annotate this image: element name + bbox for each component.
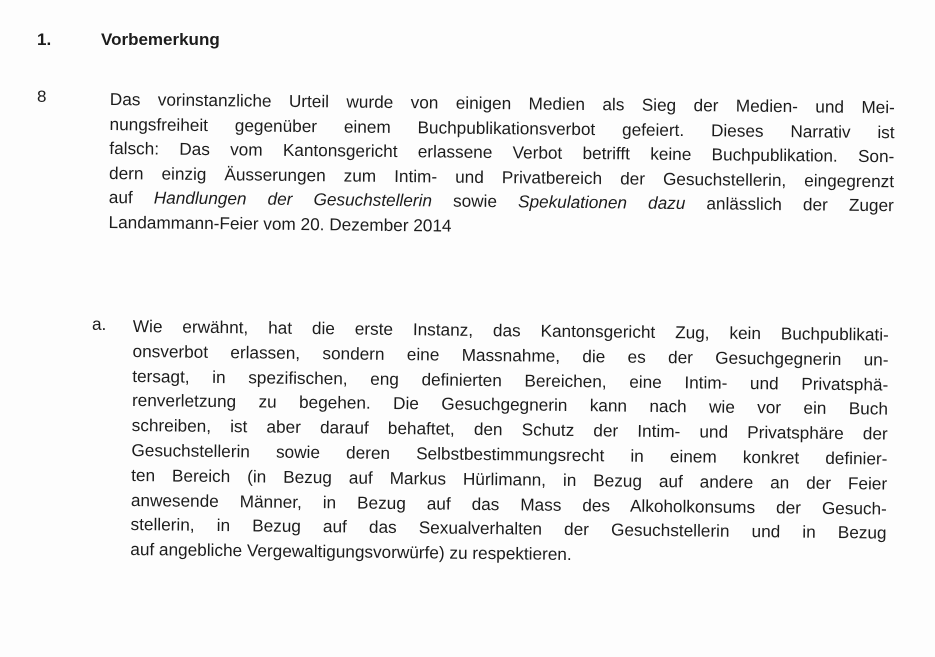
paragraph-line: falsch: Das vom Kantonsgericht erlassene Verbot betrifft keine Buchpublikation. Son- bbox=[109, 138, 895, 167]
list-line: anwesende Männer, in Bezug auf das Mass des Alkoholkonsums der Gesuch- bbox=[130, 489, 887, 519]
list-line: Gesuchstellerin sowie deren Selbstbestimmungsrecht in einem konkret definier- bbox=[131, 439, 888, 469]
paragraph-body bbox=[108, 87, 895, 243]
emphasis-text: Spekulationen dazu bbox=[517, 191, 686, 214]
paragraph-line: Das vorinstanzliche Urteil wurde von einigen Medien als Sieg der Medien- und Mei- bbox=[109, 88, 895, 118]
list-marker: a. bbox=[92, 314, 107, 334]
section-number: 1. bbox=[37, 30, 52, 49]
list-line: Wie erwähnt, hat die erste Instanz, das Kantonsgericht Zug, kein Buchpublikati- bbox=[132, 315, 889, 345]
paragraph-line: nungsfreiheit gegenüber einem Buchpublikationsverbot gefeiert. Dieses Narrativ ist bbox=[109, 113, 895, 142]
list-item-body bbox=[130, 314, 889, 571]
paragraph-text: anlässlich der Zuger bbox=[685, 193, 894, 216]
paragraph-line: dern einzig Äusserungen zum Intim- und Privatbereich der Gesuchstellerin, eingegrenzt bbox=[108, 162, 895, 191]
paragraph-line: Landammann-Feier vom 20. Dezember 2014 bbox=[108, 211, 452, 236]
list-line: tersagt, in spezifischen, eng definierten Bereichen, eine Intim- und Privatsphä- bbox=[132, 365, 889, 395]
list-line: onsverbot erlassen, sondern eine Massnahme, die es der Gesuchgegnerin un- bbox=[132, 340, 889, 370]
list-line: ten Bereich (in Bezug auf Markus Hürlimann, in Bezug auf andere an der Feier bbox=[131, 464, 888, 494]
list-line: renverletzung zu begehen. Die Gesuchgegnerin kann nach wie vor ein Buch bbox=[131, 390, 889, 419]
emphasis-text: Handlungen der Gesuchstellerin bbox=[153, 187, 433, 211]
section-title: Vorbemerkung bbox=[101, 30, 220, 49]
list-line: auf angebliche Vergewaltigungsvorwürfe) zu respektieren. bbox=[130, 539, 572, 565]
paragraph-number: 8 bbox=[37, 87, 47, 106]
list-line: schreiben, ist aber darauf behaftet, den Schutz der Intim- und Privatsphäre der bbox=[131, 415, 888, 444]
list-line: stellerin, in Bezug auf das Sexualverhalten der Gesuchstellerin und in Bezug bbox=[130, 514, 887, 543]
paragraph-text: auf bbox=[108, 187, 154, 208]
paragraph-text: sowie bbox=[431, 190, 519, 212]
